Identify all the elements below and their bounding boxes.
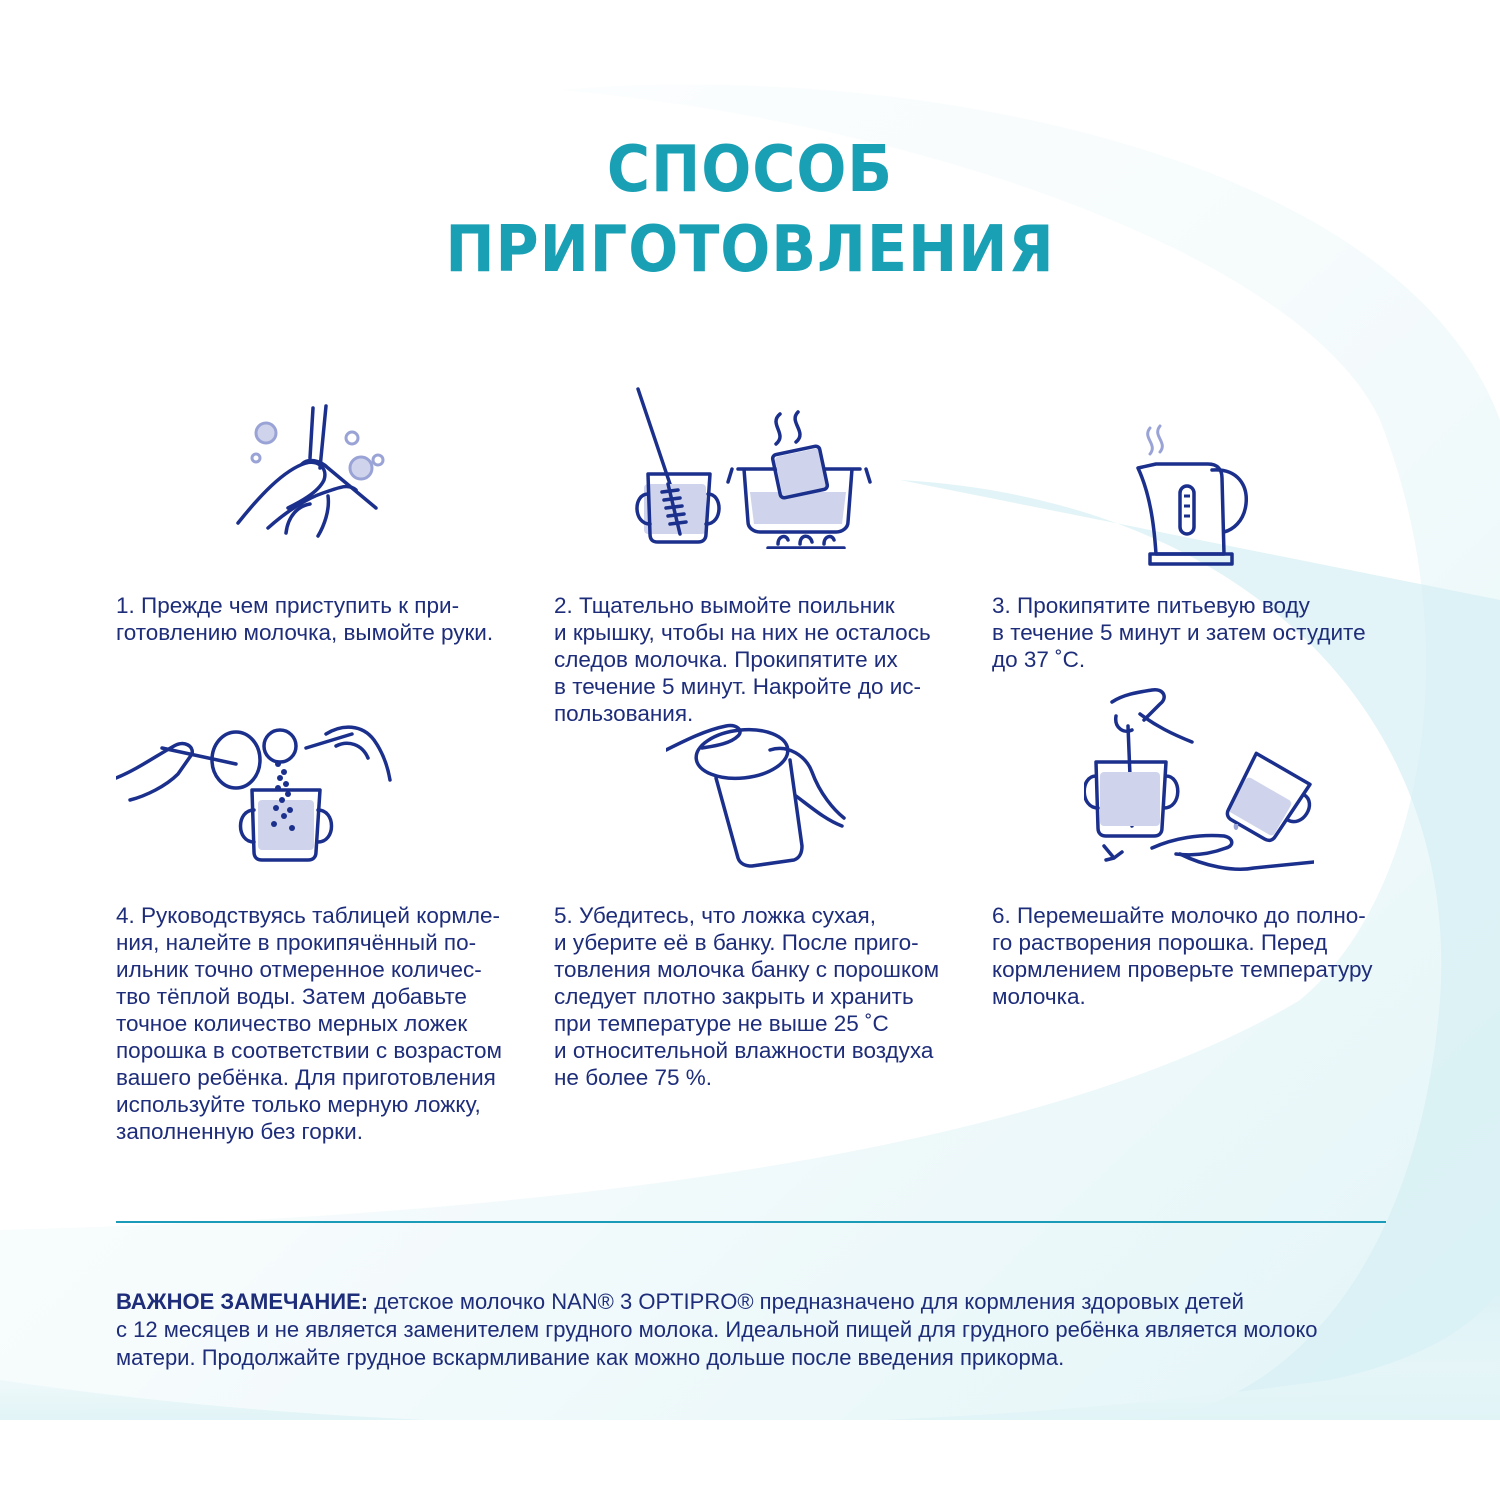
step-4-line-8: используйте только мерную ложку,	[116, 1092, 481, 1117]
note-line-1: детское молочко NAN® 3 OPTIPRO® предназначено для кормления здоровых детей	[368, 1289, 1244, 1314]
step-4-line-4: тво тёплой воды. Затем добавьте	[116, 984, 467, 1009]
step-2-line-1: 2. Тщательно вымойте поильник	[554, 593, 895, 618]
add-powder-icon	[116, 720, 396, 862]
clean-boil-cup-icon	[628, 384, 878, 549]
step-4-line-2: ния, налейте в прокипячённый по-	[116, 930, 477, 955]
step-3-line-3: до 37 ˚С.	[992, 647, 1086, 672]
step-4-text	[116, 902, 502, 1145]
step-4-line-1: 4. Руководствуясь таблицей кормле-	[116, 903, 500, 928]
step-4-line-9: заполненную без горки.	[116, 1119, 363, 1144]
step-5-line-1: 5. Убедитесь, что ложка сухая,	[554, 903, 876, 928]
note-label: ВАЖНОЕ ЗАМЕЧАНИЕ:	[116, 1289, 369, 1314]
step-5-text	[554, 902, 939, 1091]
step-5-line-5: при температуре не выше 25 ˚С	[554, 1011, 889, 1036]
step-6-line-1: 6. Перемешайте молочко до полно-	[992, 903, 1366, 928]
page-title	[60, 130, 1440, 290]
step-5-line-7: не более 75 %.	[554, 1065, 713, 1090]
stir-check-temperature-icon	[1084, 676, 1314, 876]
step-5-line-4: следует плотно закрыть и хранить	[554, 984, 914, 1009]
step-3-line-2: в течение 5 минут и затем остудите	[992, 620, 1366, 645]
step-2-line-3: следов молочка. Прокипятите их	[554, 647, 898, 672]
important-note	[116, 1288, 1406, 1372]
step-2-line-4: в течение 5 минут. Накройте до ис-	[554, 674, 922, 699]
step-4-line-7: вашего ребёнка. Для приготовления	[116, 1065, 496, 1090]
step-5-line-3: товления молочка банку с порошком	[554, 957, 940, 982]
step-3-line-1: 3. Прокипятите питьевую воду	[992, 593, 1310, 618]
wash-hands-icon	[228, 398, 418, 538]
section-divider	[116, 1221, 1386, 1223]
step-5-line-2: и уберите её в банку. После приго-	[554, 930, 919, 955]
step-2-line-2: и крышку, чтобы на них не осталось	[554, 620, 931, 645]
title-line-1: СПОСОБ	[606, 133, 894, 207]
step-2-line-5: пользования.	[554, 701, 694, 726]
step-3-text	[992, 592, 1366, 673]
step-1-text	[116, 592, 493, 646]
kettle-icon	[1128, 424, 1253, 569]
note-line-3: матери. Продолжайте грудное вскармливание как можно дольше после введения прикорма.	[116, 1345, 1065, 1370]
step-4-line-5: точное количество мерных ложек	[116, 1011, 468, 1036]
step-5-line-6: и относительной влажности воздуха	[554, 1038, 934, 1063]
step-1-line-2: готовлению молочка, вымойте руки.	[116, 620, 494, 645]
step-6-line-4: молочка.	[992, 984, 1086, 1009]
step-6-line-3: кормлением проверьте температуру	[992, 957, 1373, 982]
step-2-text	[554, 592, 931, 727]
step-6-text	[992, 902, 1373, 1010]
step-4-line-6: порошка в соответствии с возрастом	[116, 1038, 502, 1063]
step-4-line-3: ильник точно отмеренное количес-	[116, 957, 482, 982]
step-1-line-1: 1. Прежде чем приступить к при-	[116, 593, 460, 618]
title-line-2: ПРИГОТОВЛЕНИЯ	[445, 213, 1055, 287]
step-6-line-2: го растворения порошка. Перед	[992, 930, 1328, 955]
note-line-2: с 12 месяцев и не является заменителем грудного молока. Идеальной пищей для грудного ребёнка является молоко	[116, 1317, 1318, 1342]
